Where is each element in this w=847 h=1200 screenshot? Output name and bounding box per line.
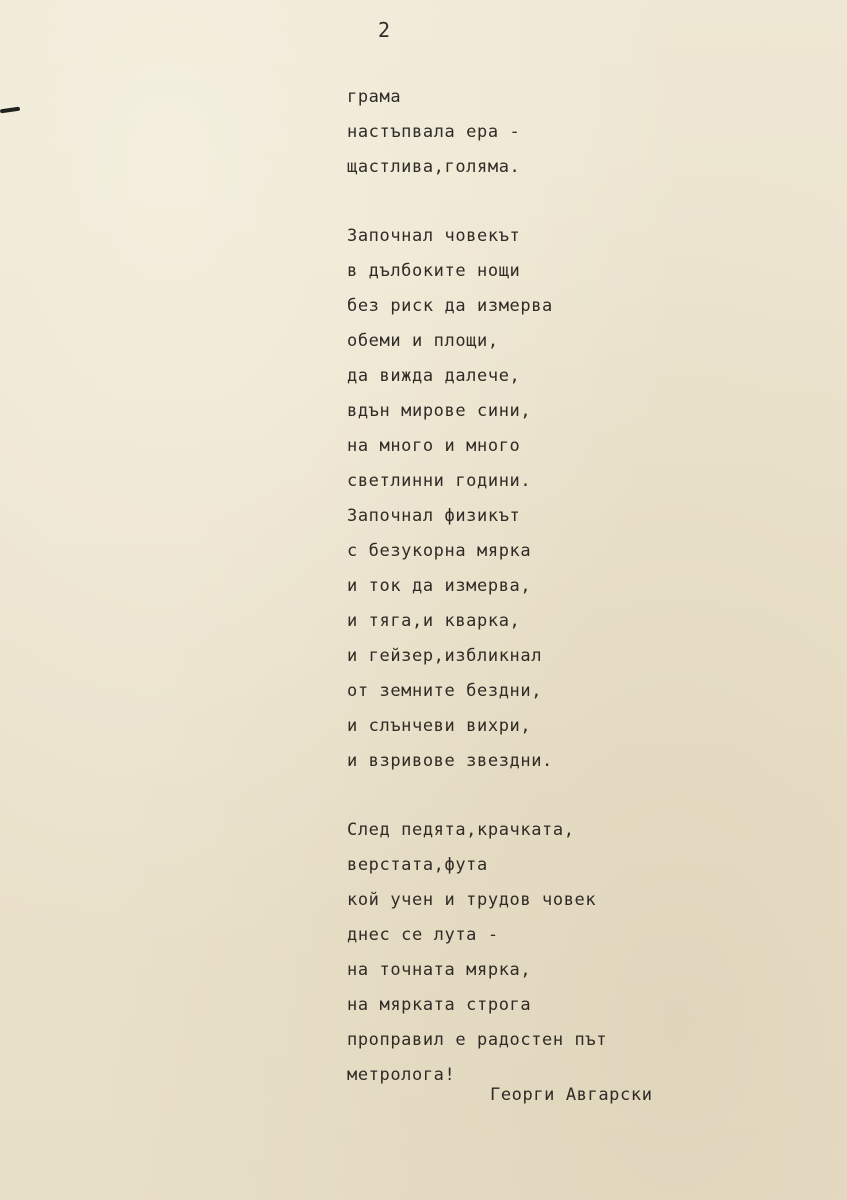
poem-line: без риск да измерва: [347, 296, 553, 316]
poem-line: Започнал човекът: [347, 226, 521, 246]
poem-line: и взривове звездни.: [347, 751, 553, 771]
poem-line: и гейзер,избликнал: [347, 646, 543, 666]
poem-line: проправил е радостен път: [347, 1030, 608, 1050]
poem-line: грама: [347, 87, 402, 107]
edge-ink-mark: [0, 107, 20, 114]
poem-line: днес се лута -: [347, 925, 499, 945]
author-signature: Георги Авгарски: [490, 1085, 653, 1105]
poem-line: на мярката строга: [347, 995, 532, 1015]
poem-line: на много и много: [347, 436, 521, 456]
poem-line: и тяга,и кварка,: [347, 611, 521, 631]
poem-line: кой учен и трудов човек: [347, 890, 597, 910]
poem-line: вдън мирове сини,: [347, 401, 532, 421]
poem-line: Започнал физикът: [347, 506, 521, 526]
poem-line: светлинни години.: [347, 471, 532, 491]
poem-line: обеми и площи,: [347, 331, 499, 351]
poem-line: в дълбоките нощи: [347, 261, 521, 281]
stanza-gap: [347, 185, 607, 219]
poem-body: [347, 80, 607, 1093]
poem-line: След педята,крачката,: [347, 820, 575, 840]
poem-line: настъпвала ера -: [347, 122, 521, 142]
stanza-gap: [347, 779, 607, 813]
poem-line: и ток да измерва,: [347, 576, 532, 596]
poem-line: на точната мярка,: [347, 960, 532, 980]
poem-line: с безукорна мярка: [347, 541, 532, 561]
poem-line: и слънчеви вихри,: [347, 716, 532, 736]
stanza-2: [347, 219, 607, 779]
poem-line: от земните бездни,: [347, 681, 543, 701]
poem-line: щастлива,голяма.: [347, 157, 521, 177]
poem-line: да вижда далече,: [347, 366, 521, 386]
poem-line: верстата,фута: [347, 855, 488, 875]
poem-line: метролога!: [347, 1065, 456, 1085]
page-number: 2: [378, 18, 392, 42]
stanza-3: [347, 813, 607, 1093]
stanza-1: [347, 80, 607, 185]
